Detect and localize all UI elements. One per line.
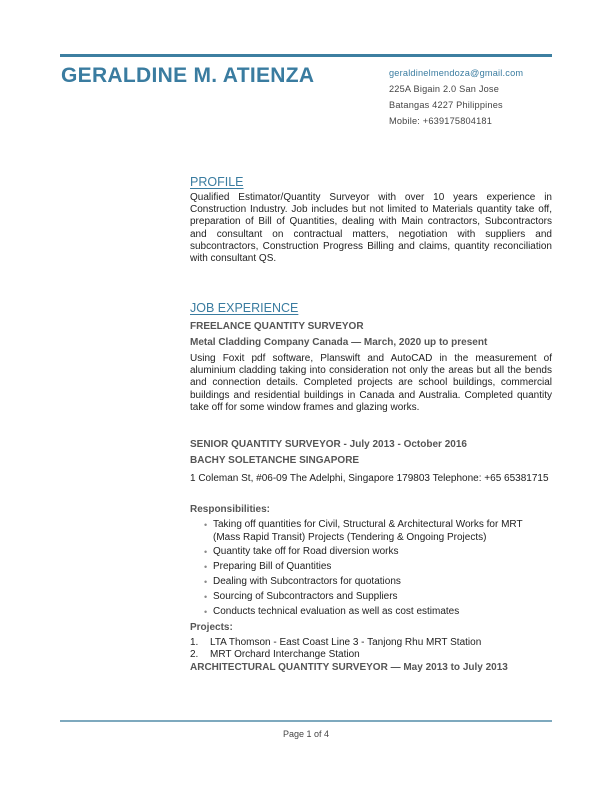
candidate-name: GERALDINE M. ATIENZA [61,64,315,87]
job-entry-freelance [190,318,552,414]
list-item: • Taking off quantities for Civil, Structural & Architectural Works for MRT (Mass Rapid Transit) Projects (Tendering & Ongoing Projects) [204,519,552,544]
contact-block [389,65,523,129]
list-item: • Dealing with Subcontractors for quotations [204,576,552,589]
contact-email[interactable]: geraldinelmendoza@gmail.com [389,68,524,78]
experience-section [190,301,552,674]
list-item: 1. LTA Thomson - East Coast Line 3 - Tanjong Rhu MRT Station [190,636,482,648]
list-item: • Conducts technical evaluation as well as cost estimates [204,606,552,619]
page-number: Page 1 of 4 [282,729,330,739]
profile-text: Qualified Estimator/Quantity Surveyor with over 10 years experience in Construction Industry. Job includes but not limited to Materials quantity take off, preparation of Bill of Quantities, dealing with Main contractors, Subcontractors and consultant on contractual matters, negotiation with suppliers and subcontractors, Construction Progress Billing and claims, quantity reconciliation with consultant QS. [190,192,552,265]
list-item: • Quantity take off for Road diversion works [204,546,552,559]
contact-address-line2: Batangas 4227 Philippines [389,100,503,110]
list-item: • Preparing Bill of Quantities [204,561,552,574]
responsibilities-list [190,519,552,618]
projects-label: Projects: [190,621,233,633]
list-item: • Sourcing of Subcontractors and Suppliers [204,591,552,604]
job-company: BACHY SOLETANCHE SINGAPORE [190,455,360,467]
job-title: ARCHITECTURAL QUANTITY SURVEYOR — May 2013 to July 2013 [190,662,508,674]
list-item: 2. MRT Orchard Interchange Station [190,649,360,661]
job-company: Metal Cladding Company Canada — March, 2020 up to present [190,337,488,348]
job-title: FREELANCE QUANTITY SURVEYOR [190,321,364,332]
responsibilities-label: Responsibilities: [190,504,271,516]
profile-heading: PROFILE [190,175,244,189]
job-entry-architectural [190,661,552,674]
job-entry-senior [190,436,552,661]
header-rule [60,54,552,57]
projects-list [190,637,552,661]
contact-mobile: Mobile: +639175804181 [389,116,493,126]
job-title: SENIOR QUANTITY SURVEYOR - July 2013 - October 2016 [190,439,467,451]
footer-rule [60,720,552,722]
contact-address-line1: 225A Bigain 2.0 San Jose [389,84,500,94]
profile-section [190,175,552,265]
job-address: 1 Coleman St, #06-09 The Adelphi, Singapore 179803 Telephone: +65 65381715 [190,473,549,485]
job-description: Using Foxit pdf software, Planswift and AutoCAD in the measurement of aluminium cladding taking into consideration not only the areas but all the bends and connection details. Completed projects are school buildings, commercial buildings and residential buildings in Canada and Australia. Completed quantity take off for some window frames and glazing works. [190,353,552,413]
experience-heading: JOB EXPERIENCE [190,301,299,315]
